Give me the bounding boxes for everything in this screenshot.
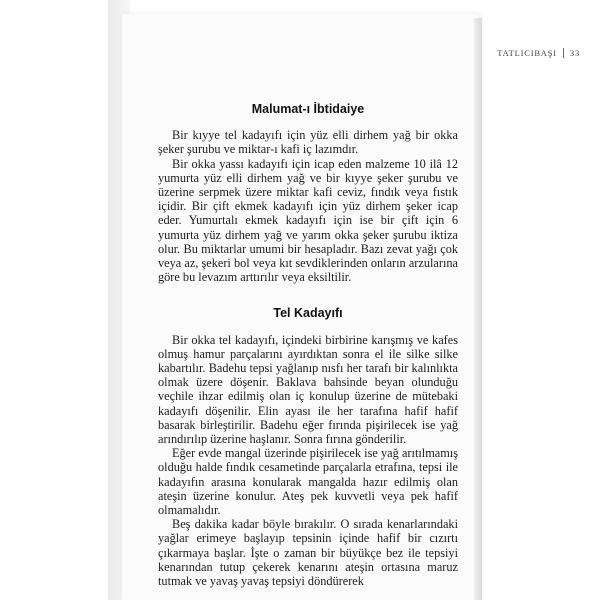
paragraph: Beş dakika kadar böyle bırakılır. O sırada kenarlarındaki yağlar erimeye başlayıp tepsinin içinde hafif bir cızırtı çıkarmaya başlar. İşte o zaman bir büyükçe bez ile tepsiyi kenarından tutup çekerek kenarını ateşin ortasına maruz tutmak ve yavaş yavaş tepsiyi döndürerek: [158, 517, 458, 589]
paragraph: Bir okka yassı kadayıfı için icap eden malzeme 10 ilâ 12 yumurta yüz elli dirhem yağ ve bir kıyye şeker şurubu ve üzerine serpmek üzere miktar kafi ceviz, fındık veya fıstık içidir. Bir çift ekmek kadayıfı için yüz dirhem şeker icap eder. Yumurtalı ekmek kadayıfı için ise bir çift için 6 yumurta yüz dirhem yağ ve yarım okka şeker şurubu iktiza olur. Bu miktarlar umumi bir hesapladır. Bazı zevat yağı çok veya az, şekeri bol veya kıt sevdiklerinden onların arzularına göre bu levazım arttırılır veya eksiltilir.: [158, 156, 458, 285]
section-title-tel-kadayifi: Tel Kadayıfı: [273, 306, 343, 321]
page-stack-edge: [474, 18, 482, 600]
running-header: [497, 48, 580, 58]
paragraph: Bir kıyye tel kadayıfı için yüz elli dirhem yağ bir okka şeker şurubu ve miktar-ı kafi iç lazımdır.: [158, 128, 458, 157]
page-number: 33: [569, 48, 580, 58]
section-title-malumat: Malumat-ı İbtidaiye: [251, 102, 365, 116]
page-content: [158, 102, 458, 588]
paragraph: Bir okka tel kadayıfı, içindeki birbirine karışmış ve kafes olmuş hamur parçalarını ayırdıktan sonra el ile silke silke kabartılır. Badehu tepsi yağlanıp nısfı her tarafı bir kalınlıkta olmak üzere döşenir. Baklava bahsinde beyan olunduğu veçhile ihzar edilmiş olan iç konulup üzerine de mütebaki kadayıfı döşenilir. Elin ayası ile her tarafına hafif hafif basarak birleştirilir. Badehu eğer fırında pişirilecek ise yağ arındırılıp üzerine haşlanır. Sonra fırına gönderilir.: [158, 332, 458, 447]
paragraph: Eğer evde mangal üzerinde pişirilecek ise yağ arıtılmamış olduğu halde fındık cesametinde parçalarla etrafına, tepsi ile kadayıfın arasına konularak mangalda hazır edilmiş olan ateşin üzerine konulur. Ateş pek kuvvetli veya pek hafif olmamalıdır.: [158, 446, 458, 518]
header-divider: [563, 48, 564, 58]
running-title: TATLICIBAŞI: [497, 48, 557, 58]
